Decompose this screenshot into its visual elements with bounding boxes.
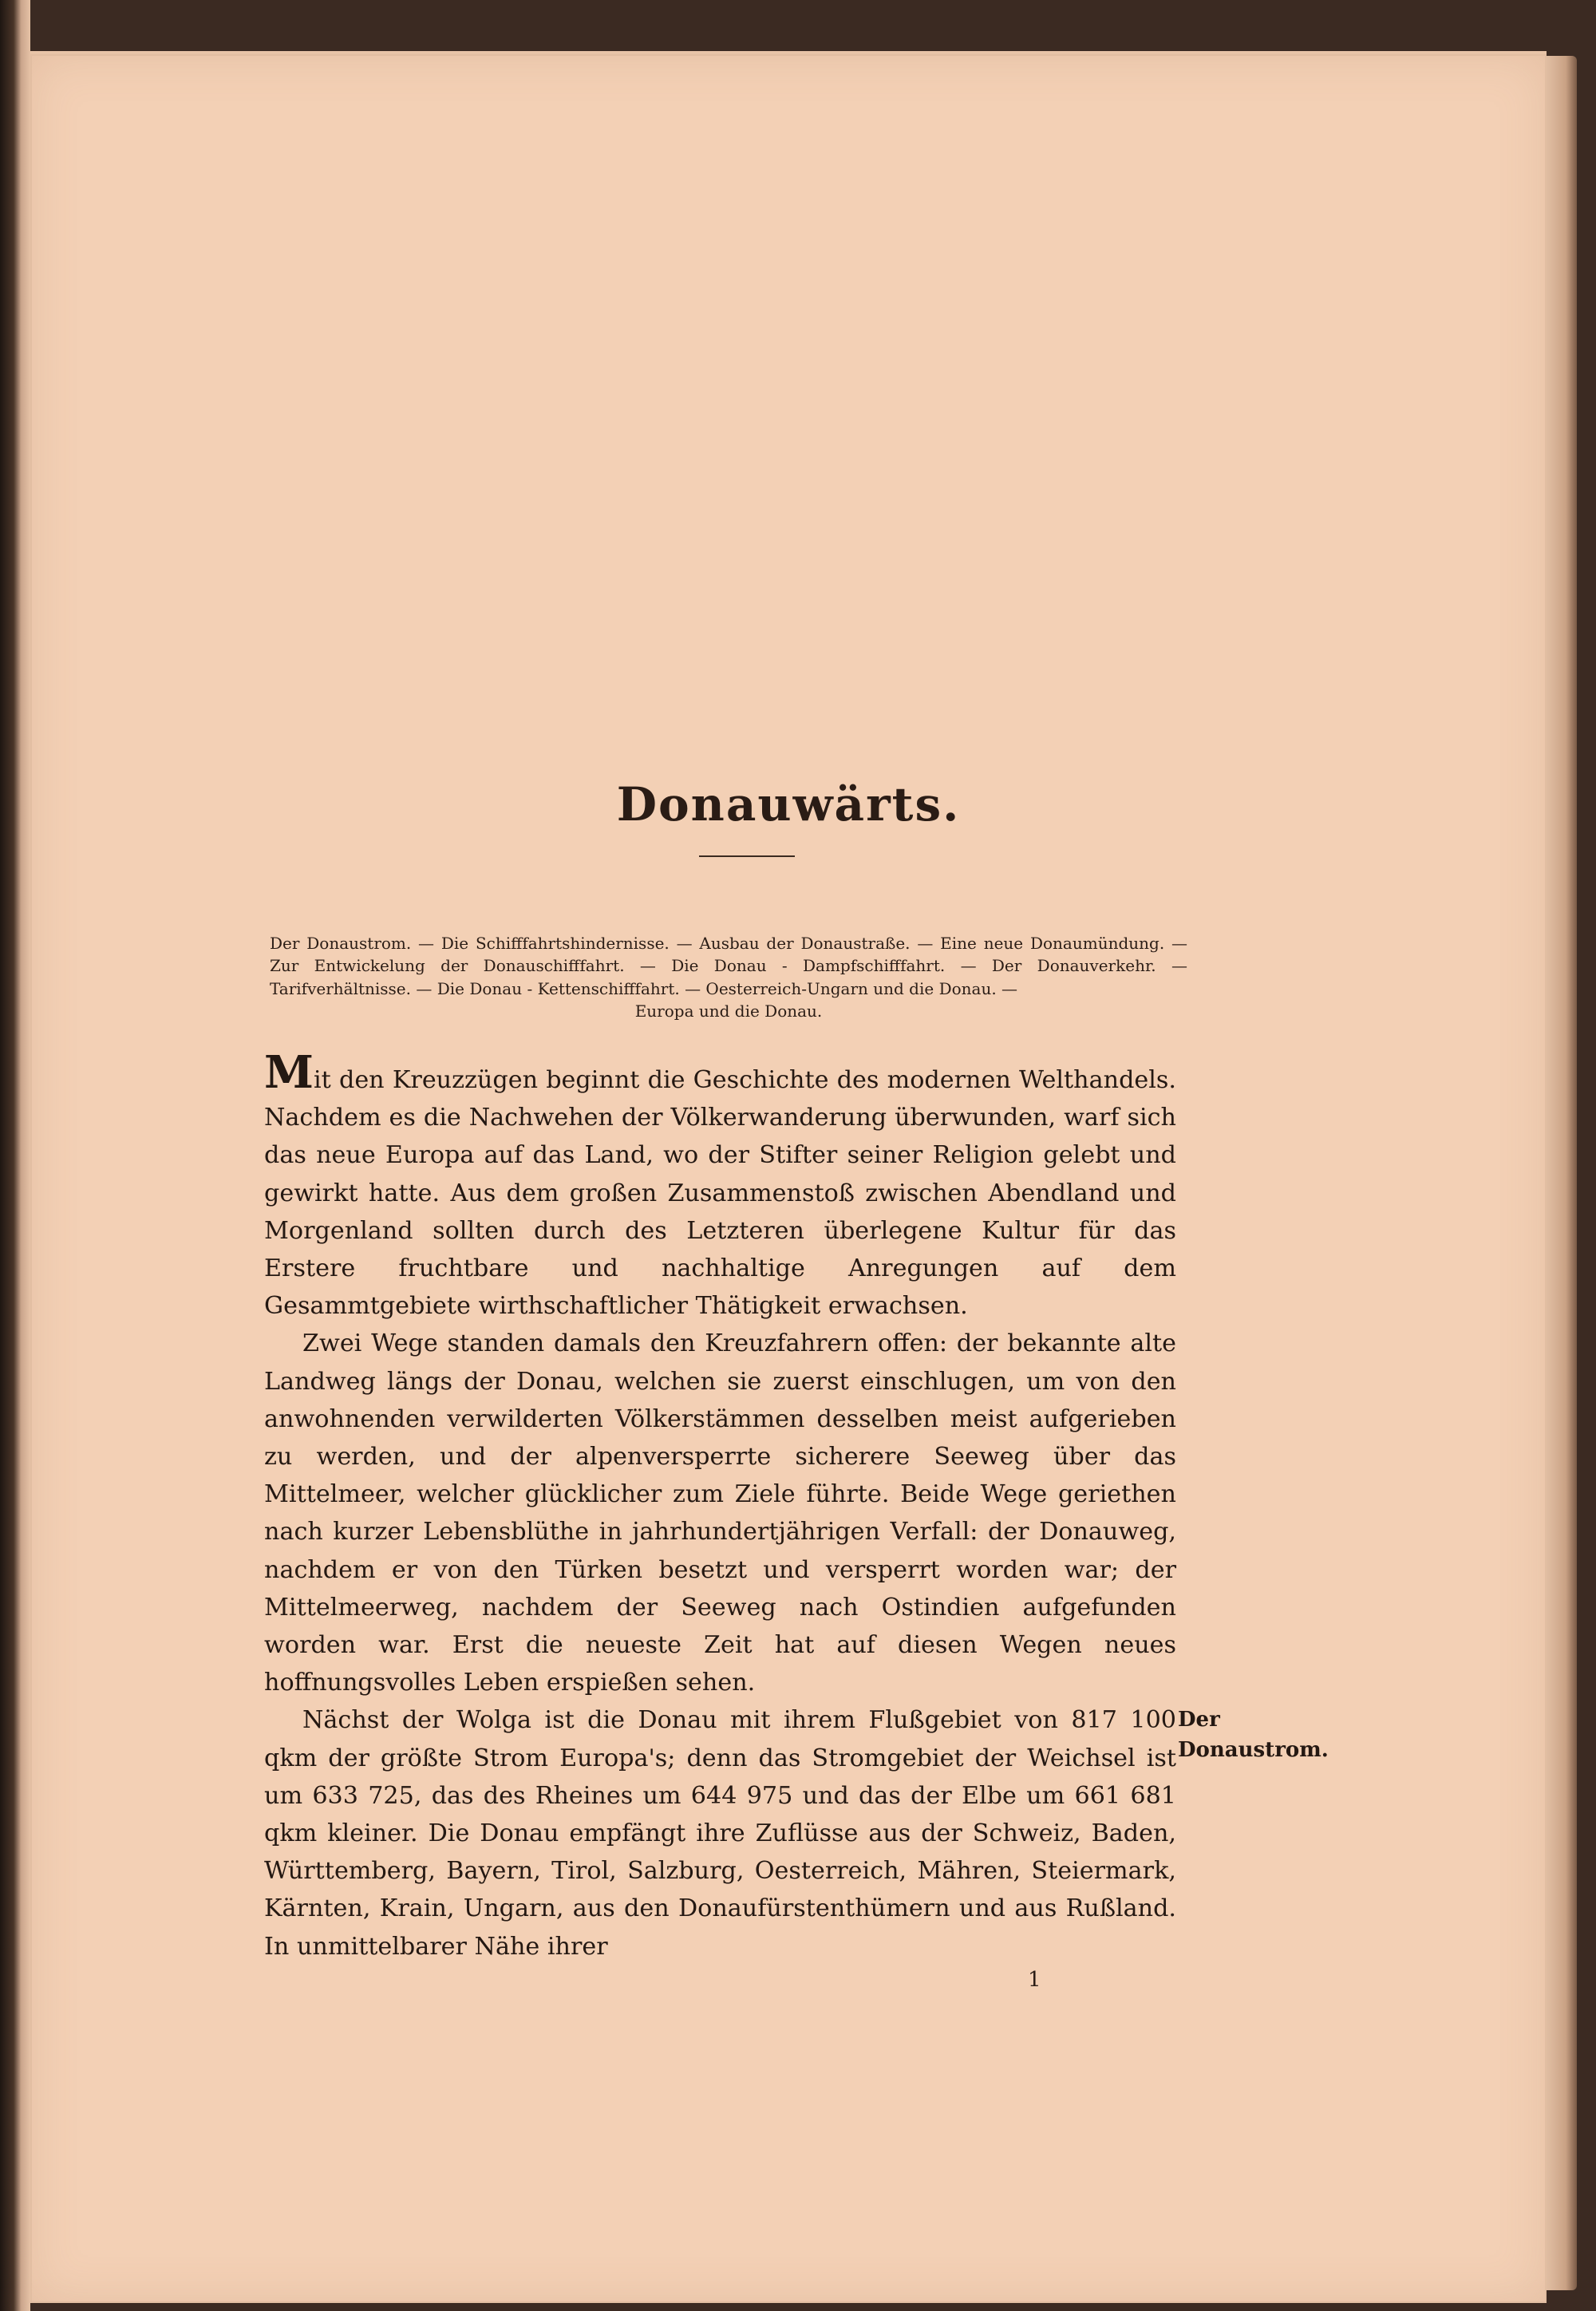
page-number: 1 — [1028, 1968, 1041, 1992]
summary-last-line: Europa und die Donau. — [634, 1001, 823, 1021]
paragraph-2: Zwei Wege standen damals den Kreuzfahrern offen: der bekannte alte Landweg längs der Donau, welchen sie zuerst einschlugen, um von den anwohnenden verwilderten Völkerstämmen desselben meist aufgerieben zu werden, und der alpenversperrte sicherere Seeweg über das Mittelmeer, welcher glücklicher zum Ziele führte. Beide Wege geriethen nach kurzer Lebensblüthe in jahrhundertjährigen Verfall: der Donauweg, nachdem er von den Türken besetzt und versperrt worden war; der Mittelmeerweg, nachdem der Seeweg nach Ostindien aufgefunden worden war. Erst die neueste Zeit hat auf diesen Wegen neues hoffnungsvolles Leben erspießen sehen. — [264, 1329, 1176, 1697]
margin-note: Der Donaustrom. — [1178, 1708, 1329, 1762]
chapter-summary — [270, 932, 1187, 1023]
book-page — [30, 51, 1547, 2303]
page-title: Donauwärts. — [616, 777, 961, 832]
drop-capital: M — [264, 1046, 314, 1099]
book-spine-edge — [0, 0, 30, 2311]
body-text — [264, 1046, 1176, 1965]
title-divider — [699, 855, 795, 857]
paragraph-1-text: it den Kreuzzügen beginnt die Geschichte des modernen Welthandels. Nachdem es die Nachwehen der Völkerwanderung überwunden, warf sich das neue Europa auf das Land, wo der Stifter seiner Religion gelebt und gewirkt hatte. Aus dem großen Zusammenstoß zwischen Abendland und Morgenland sollten durch des Letzteren überlegene Kultur für das Erstere fruchtbare und nachhaltige Anregungen auf dem Gesammtgebiete wirthschaftlicher Thätigkeit erwachsen. — [264, 1066, 1176, 1321]
paragraph-1 — [264, 1046, 1176, 1325]
summary-text: Der Donaustrom. — Die Schifffahrtshindernisse. — Ausbau der Donaustraße. — Eine neue Donaumündung. — Zur Entwickelung der Donauschifffahrt. — Die Donau - Dampfschifffahrt. — Der Donauverkehr. — Tarifverhältnisse. — Die Donau - Kettenschifffahrt. — Oesterreich-Ungarn und die Donau. — — [270, 934, 1187, 998]
paragraph-3: Nächst der Wolga ist die Donau mit ihrem Flußgebiet von 817 100 qkm der größte Strom Europa's; denn das Stromgebiet der Weichsel ist um 633 725, das des Rheines um 644 975 und das der Elbe um 661 681 qkm kleiner. Die Donau empfängt ihre Zuflüsse aus der Schweiz, Baden, Württemberg, Bayern, Tirol, Salzburg, Oesterreich, Mähren, Steiermark, Kärnten, Krain, Ungarn, aus den Donaufürstenthümern und aus Rußland. In unmittelbarer Nähe ihrer — [264, 1706, 1176, 1961]
